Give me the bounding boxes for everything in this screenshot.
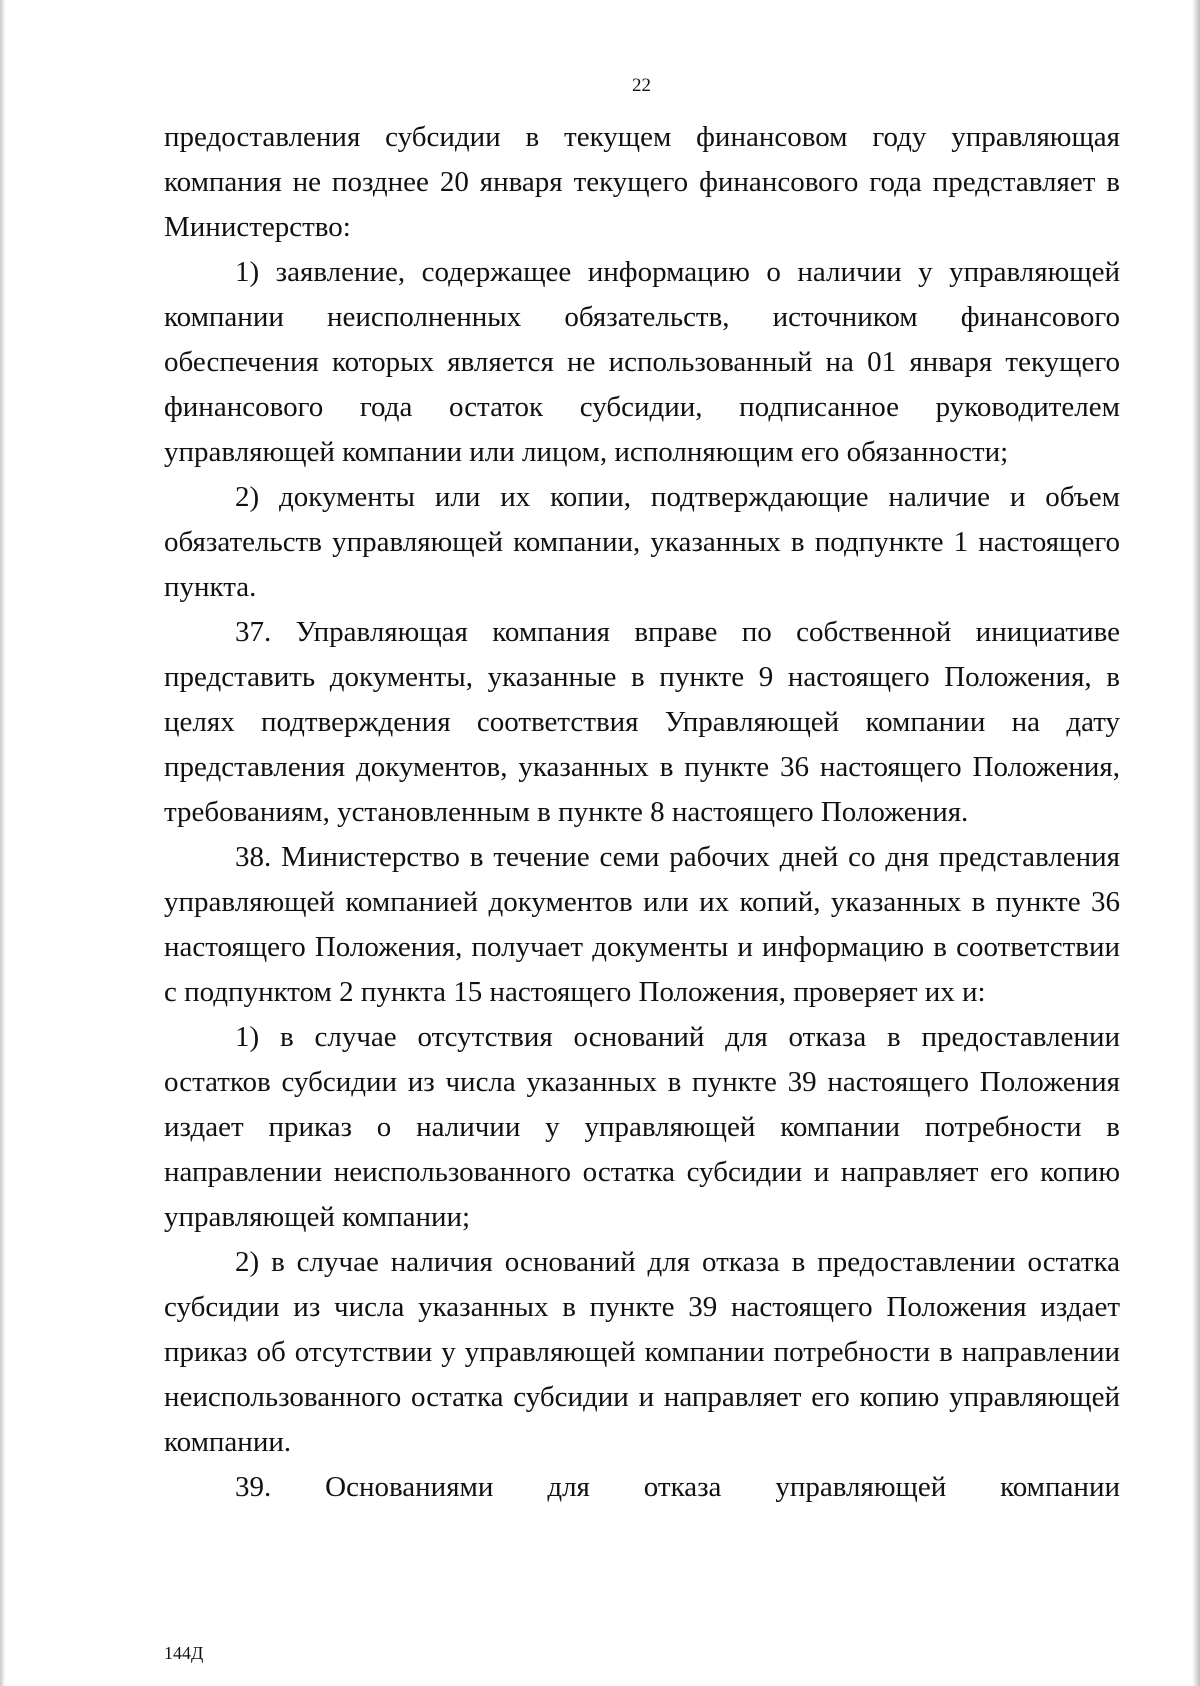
paragraph-item-38: 38. Министерство в течение семи рабочих дней со дня представления управляющей компанией документов или их копий, указанных в пункте 36 настоящего Положения, получает документы и информацию в соответствии с подпунктом 2 пункта 15 настоящего Положения, проверяет их и: (164, 841, 1120, 1008)
paragraph-continuation: предоставления субсидии в текущем финансовом году управляющая компания не позднее 20 января текущего финансового года представляет в Министерство: (164, 121, 1120, 243)
paragraph-subitem-2: 2) документы или их копии, подтверждающие наличие и объем обязательств управляющей компании, указанных в подпункте 1 настоящего пункта. (164, 481, 1120, 603)
page-number: 22 (632, 75, 651, 96)
paragraph-item-38-subitem-1: 1) в случае отсутствия оснований для отказа в предоставлении остатков субсидии из числа указанных в пункте 39 настоящего Положения издает приказ о наличии у управляющей компании потребности в направлении неиспользованного остатка субсидии и направляет его копию управляющей компании; (164, 1021, 1120, 1233)
paragraph-subitem-1: 1) заявление, содержащее информацию о наличии у управляющей компании неисполненных обязательств, источником финансового обеспечения которых является не использованный на 01 января текущего финансового года остаток субсидии, подписанное руководителем управляющей компании или лицом, исполняющим его обязанности; (164, 256, 1120, 468)
scan-left-edge (0, 0, 6, 1686)
scan-right-edge (1192, 0, 1200, 1686)
paragraph-item-39: 39. Основаниями для отказа управляющей компании (235, 1471, 1120, 1503)
document-body (164, 115, 1120, 1510)
paragraph-item-38-subitem-2: 2) в случае наличия оснований для отказа в предоставлении остатка субсидии из числа указанных в пункте 39 настоящего Положения издает приказ об отсутствии у управляющей компании потребности в направлении неиспользованного остатка субсидии и направляет его копию управляющей компании. (164, 1246, 1120, 1458)
footer-document-code: 144Д (164, 1643, 204, 1663)
paragraph-item-37: 37. Управляющая компания вправе по собственной инициативе представить документы, указанные в пункте 9 настоящего Положения, в целях подтверждения соответствия Управляющей компании на дату представления документов, указанных в пункте 36 настоящего Положения, требованиям, установленным в пункте 8 настоящего Положения. (164, 616, 1120, 828)
